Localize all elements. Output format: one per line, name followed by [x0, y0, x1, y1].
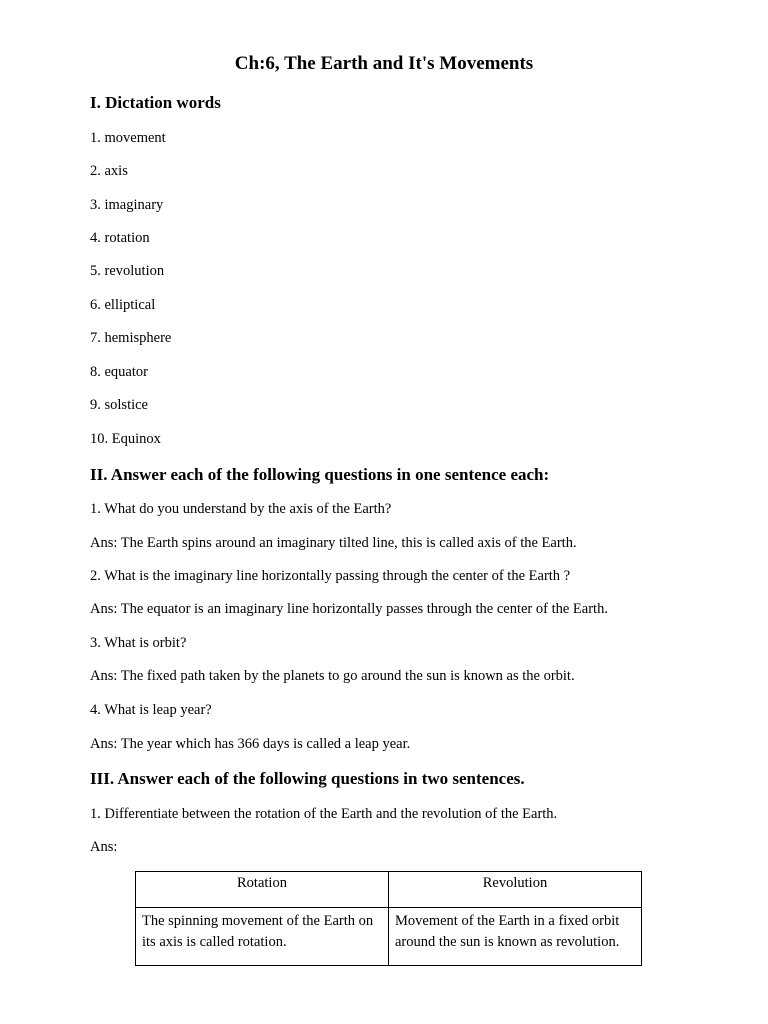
- table-cell-rotation: The spinning movement of the Earth on its axis is called rotation.: [136, 908, 389, 966]
- dictation-word: 6. elliptical: [90, 297, 156, 313]
- dictation-word: 1. movement: [90, 130, 166, 146]
- answer: Ans: The year which has 366 days is called a leap year.: [90, 736, 411, 752]
- table-cell-revolution: Movement of the Earth in a fixed orbit around the sun is known as revolution.: [389, 908, 642, 966]
- table-header-revolution: Revolution: [389, 872, 642, 908]
- answer: Ans: The equator is an imaginary line horizontally passes through the center of the Earth.: [90, 601, 608, 617]
- question: 1. Differentiate between the rotation of the Earth and the revolution of the Earth.: [90, 806, 558, 822]
- answer: Ans: The Earth spins around an imaginary tilted line, this is called axis of the Earth.: [90, 535, 577, 551]
- question: 2. What is the imaginary line horizontally passing through the center of the Earth ?: [90, 568, 571, 584]
- dictation-word: 5. revolution: [90, 263, 165, 279]
- dictation-word: 8. equator: [90, 364, 148, 380]
- answer-label: Ans:: [90, 839, 118, 855]
- question: 3. What is orbit?: [90, 635, 187, 651]
- section-heading-one-sentence: II. Answer each of the following questions in one sentence each:: [90, 465, 550, 484]
- question: 4. What is leap year?: [90, 702, 212, 718]
- rotation-revolution-table: [135, 871, 642, 966]
- dictation-word: 10. Equinox: [90, 431, 161, 447]
- table-row: [136, 908, 642, 966]
- dictation-word: 9. solstice: [90, 397, 148, 413]
- table-header-rotation: Rotation: [136, 872, 389, 908]
- page-title: Ch:6, The Earth and It's Movements: [234, 53, 534, 74]
- dictation-word: 4. rotation: [90, 230, 150, 246]
- dictation-word: 7. hemisphere: [90, 330, 172, 346]
- section-heading-dictation: I. Dictation words: [90, 93, 221, 112]
- table-header-row: [136, 872, 642, 908]
- dictation-word: 3. imaginary: [90, 197, 164, 213]
- question: 1. What do you understand by the axis of the Earth?: [90, 501, 392, 517]
- dictation-word: 2. axis: [90, 163, 128, 179]
- section-heading-two-sentences: III. Answer each of the following questions in two sentences.: [90, 769, 525, 788]
- answer: Ans: The fixed path taken by the planets to go around the sun is known as the orbit.: [90, 668, 575, 684]
